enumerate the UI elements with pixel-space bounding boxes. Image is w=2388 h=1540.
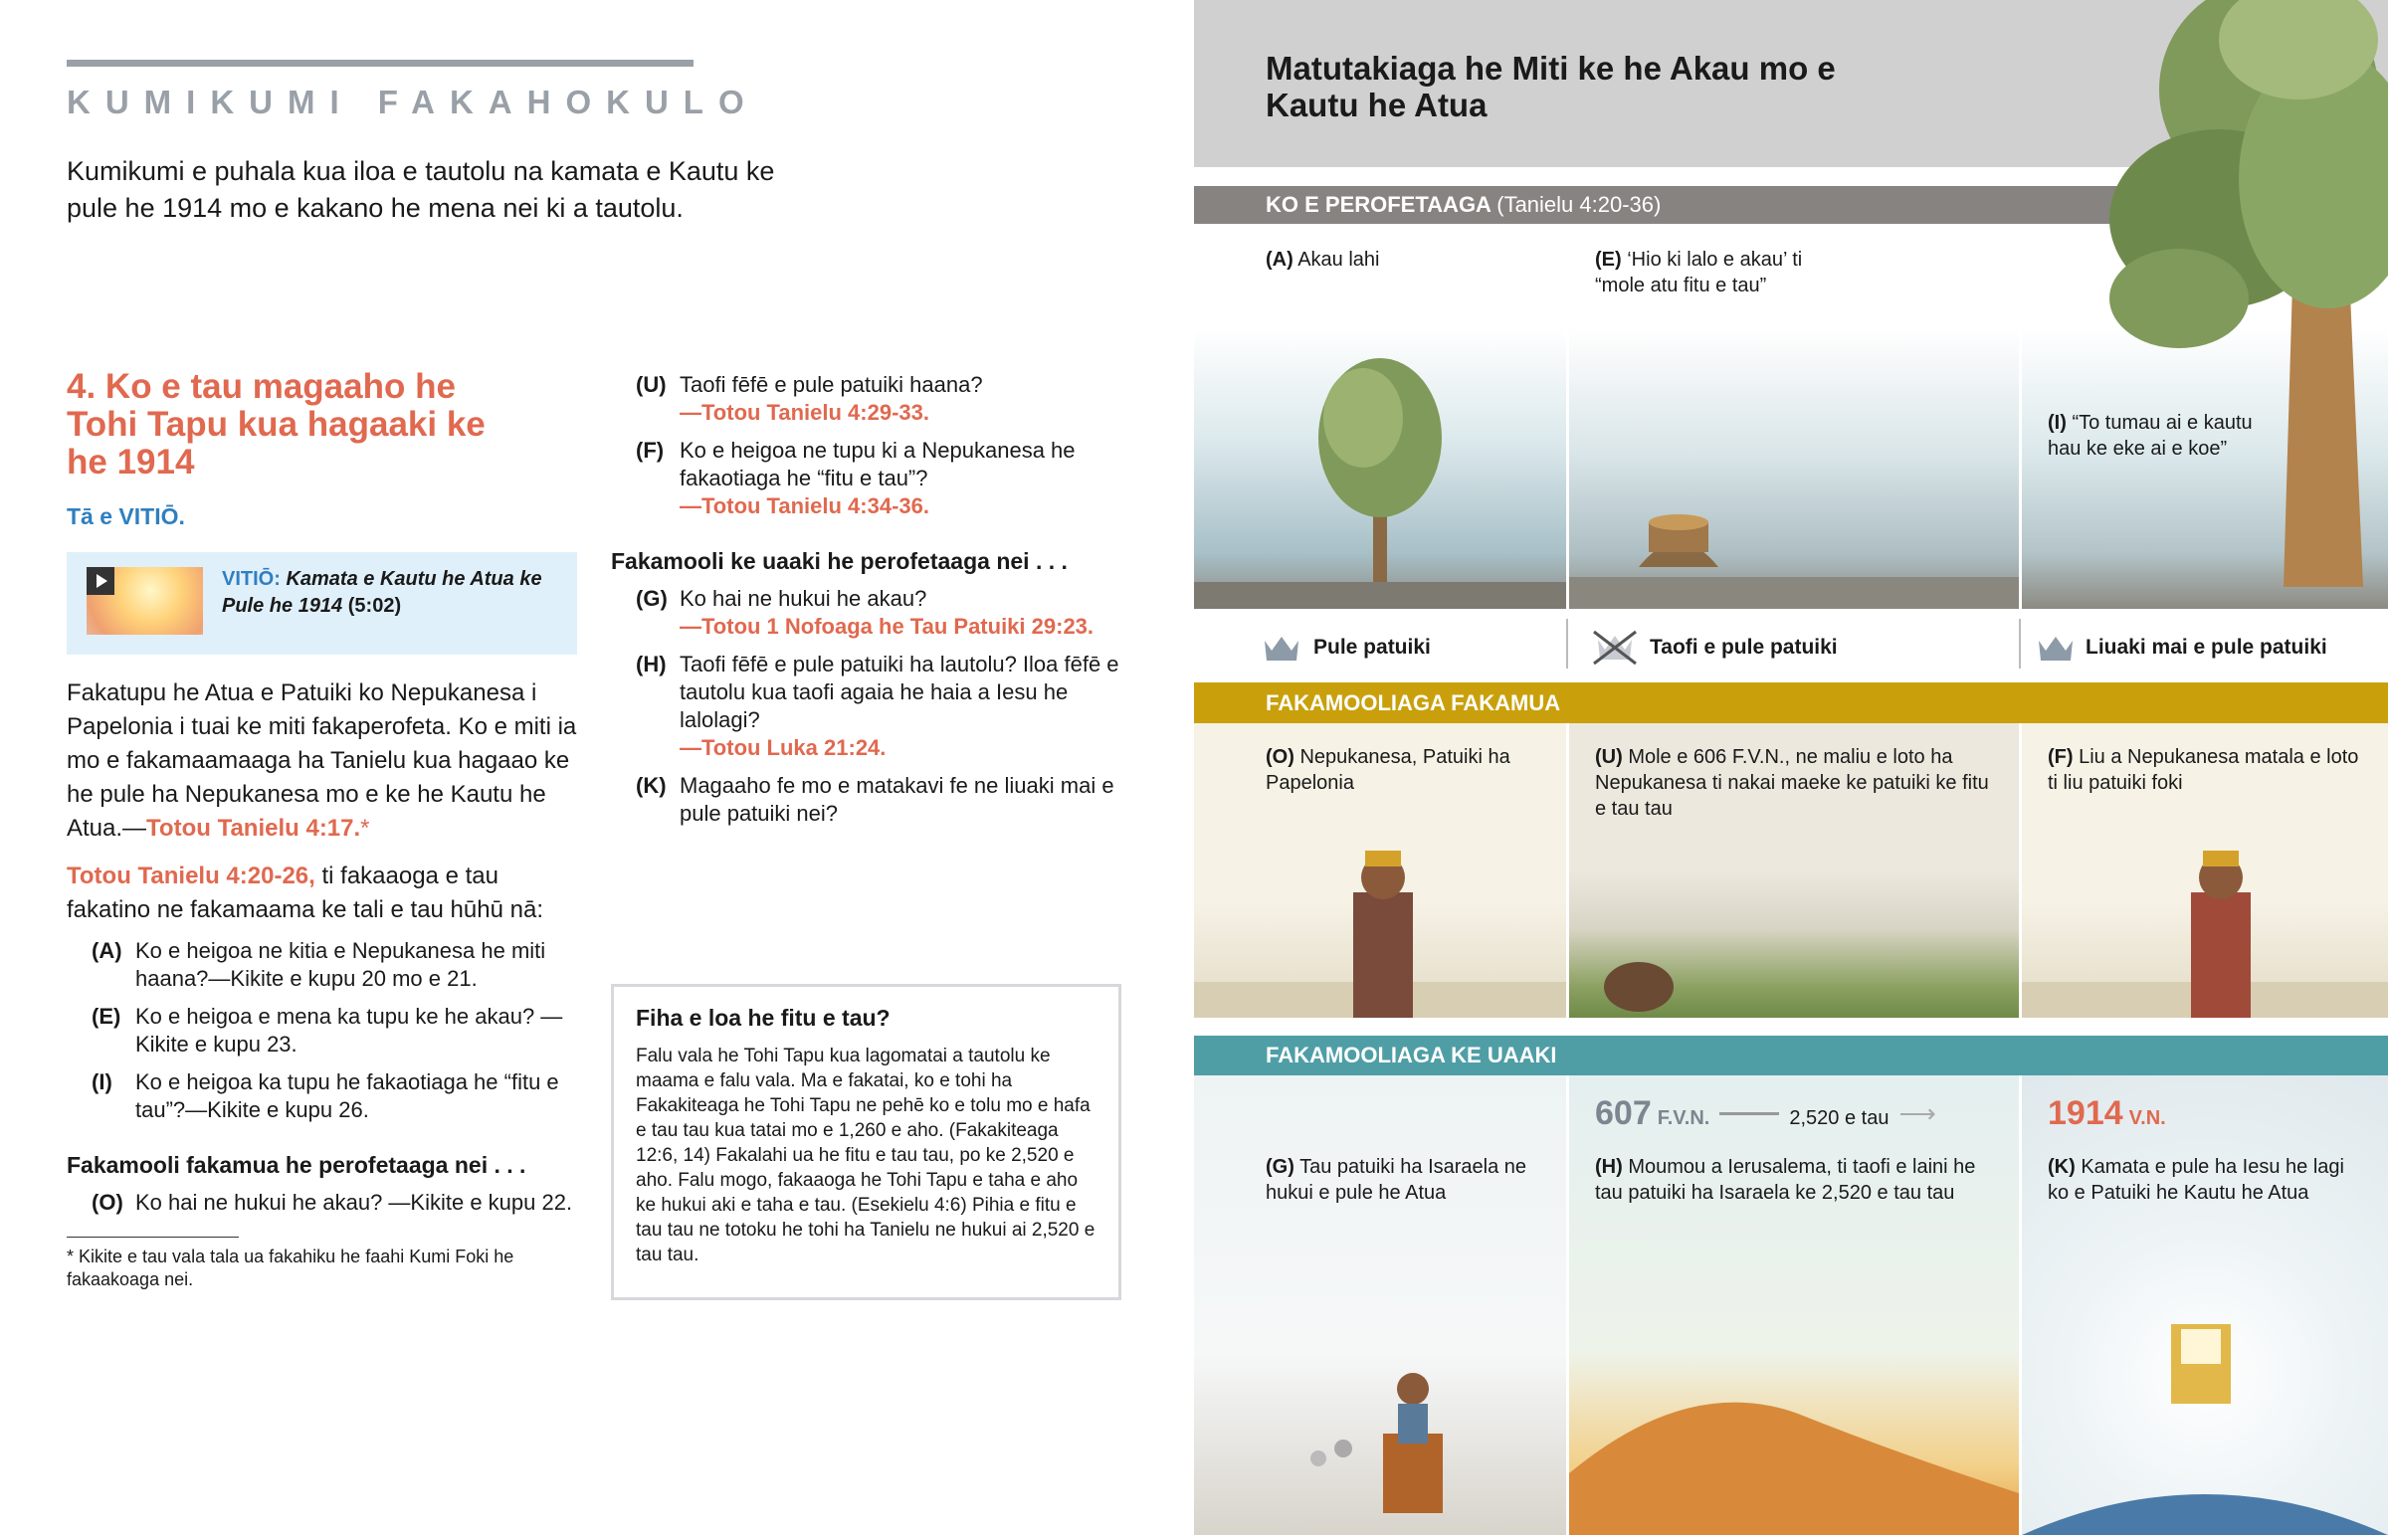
rule-label: Pule patuiki xyxy=(1313,636,1431,659)
caption-label: (A) xyxy=(1266,249,1294,271)
band-second-fulfillment: FAKAMOOLIAGA KE UAAKI xyxy=(1194,1036,2388,1075)
caption-text: Kamata e pule ha Iesu he lagi ko e Patuiki he Kautu he Atua xyxy=(2048,1156,2344,1204)
prophecy-caption-a xyxy=(1266,247,1380,273)
caption-label: (U) xyxy=(1595,746,1623,768)
king-on-throne-icon xyxy=(1194,1075,1566,1535)
illustration-kings-of-israel xyxy=(1194,1075,1566,1535)
box-title: Fiha e loa he fitu e tau? xyxy=(636,1005,891,1031)
subheading-first-fulfillment: Fakamooli fakamua he perofetaaga nei . . . xyxy=(67,1152,526,1178)
paragraph-text: Fakatupu he Atua e Patuiki ko Nepukanesa i Papelonia i tuai ke miti fakaperofeta. Ko e miti ia mo e fakamaamaaga ha Tanielu kua hagaao ke he pule ha Nepukanesa mo e ke he Kautu he Atua.— xyxy=(67,679,577,842)
timeline-line xyxy=(1719,1112,1779,1115)
footnote-marker[interactable]: * xyxy=(360,815,370,842)
left-column xyxy=(67,368,579,1291)
stump-icon xyxy=(1569,328,2019,609)
question-text: Magaaho fe mo e matakavi fe ne liuaki mai e pule patuiki nei? xyxy=(680,773,1114,826)
question-label: (H) xyxy=(636,652,667,676)
scripture-link[interactable]: —Totou Luka 21:24. xyxy=(680,735,887,760)
crown-icon xyxy=(2036,633,2076,663)
question-label: (U) xyxy=(636,372,667,397)
question-text: Taofi fēfē e pule patuiki haana? xyxy=(680,372,983,397)
question-k xyxy=(636,772,1128,828)
first-caption-o xyxy=(1266,744,1544,796)
question-a xyxy=(92,937,579,993)
second-caption-k xyxy=(2048,1154,2366,1206)
question-h xyxy=(636,651,1128,762)
throne-globe-icon xyxy=(2022,1075,2388,1535)
video-title[interactable]: Kamata e Kautu he Atua ke Pule he 1914 xyxy=(222,568,542,617)
divider xyxy=(1566,619,1568,669)
question-g xyxy=(636,585,1128,641)
scripture-link[interactable]: —Totou Tanielu 4:29-33. xyxy=(680,400,929,425)
question-text: Ko e heigoa ka tupu he fakaotiaga he “fitu e tau”?—Kikite e kupu 26. xyxy=(135,1069,559,1122)
timeline-span: 2,520 e tau xyxy=(1789,1107,1890,1129)
illustration-great-tree xyxy=(1194,328,1566,609)
question-text: Ko e heigoa e mena ka tupu ke he akau? —Kikite e kupu 23. xyxy=(135,1004,563,1057)
prophecy-caption-i xyxy=(2048,410,2267,462)
timeline-end-year: 1914 xyxy=(2048,1094,2123,1132)
question-label: (I) xyxy=(92,1069,112,1094)
arrow-right-icon: ⟶ xyxy=(1898,1098,1936,1128)
illustration-stump xyxy=(1569,328,2019,609)
question-label: (E) xyxy=(92,1004,121,1029)
paragraph-1 xyxy=(67,676,579,846)
question-text: Ko hai ne hukui he akau? xyxy=(680,586,927,611)
question-text: Ko e heigoa ne kitia e Nepukanesa he miti haana?—Kikite e kupu 20 mo e 21. xyxy=(135,938,546,991)
scripture-link[interactable]: —Totou 1 Nofoaga he Tau Patuiki 29:23. xyxy=(680,614,1094,639)
large-tree-icon xyxy=(2099,0,2388,597)
video-duration: (5:02) xyxy=(347,595,402,617)
tree-icon xyxy=(1194,328,1566,609)
timeline xyxy=(1595,1094,1936,1133)
rule-status-1 xyxy=(1262,617,1431,678)
question-u xyxy=(636,371,1128,427)
caption-label: (I) xyxy=(2048,412,2067,434)
question-i xyxy=(92,1068,579,1124)
caption-label: (E) xyxy=(1595,249,1622,271)
illustration-jerusalem-destroyed xyxy=(1569,1075,2019,1535)
question-text: Ko hai ne hukui he akau? —Kikite e kupu 22. xyxy=(135,1190,573,1215)
scripture-link[interactable]: Totou Tanielu 4:20-26, xyxy=(67,863,315,889)
paragraph-text: ti fakaaoga e tau fakatino ne fakamaama ke tali e tau hūhū nā: xyxy=(67,863,543,923)
question-label: (F) xyxy=(636,438,665,463)
middle-column xyxy=(611,371,1128,828)
question-label: (G) xyxy=(636,586,668,611)
video-thumbnail[interactable] xyxy=(87,567,203,635)
box-text: Falu vala he Tohi Tapu kua lagomatai a tautolu ke maama e falu vala. Ma e fakatai, ko e tohi ha Fakakiteaga he Tohi Tapu ne pehē ko e tolu mo e hafa e tau tau kua tatai mo e 1,260 e aho. (Fakakiteaga 12:6, 14) Fakalahi ua he fitu e tau tau, po ke 2,520 e aho. Falu mogo, fakaaoga he Tohi Tapu e taha e aho ke hukui aki e taha e tau. (Esekielu 4:6) Pihia e fitu e tau tau ne totoku he tohi ha Tanielu ne hukui ai 2,520 e tau tau. xyxy=(636,1046,1095,1265)
timeline-end-era: V.N. xyxy=(2128,1107,2166,1129)
caption-label: (G) xyxy=(1266,1156,1294,1178)
caption-label: (H) xyxy=(1595,1156,1623,1178)
intro-text: Kumikumi e puhala kua iloa e tautolu na kamata e Kautu ke pule he 1914 mo e kakano he mena nei ki a tautolu. xyxy=(67,156,775,223)
divider xyxy=(1566,1075,1569,1535)
crossed-crown-icon xyxy=(1590,630,1640,666)
divider xyxy=(2019,619,2021,669)
band-first-fulfillment: FAKAMOOLIAGA FAKAMUA xyxy=(1194,682,2388,723)
timeline-start-year: 607 xyxy=(1595,1094,1652,1132)
caption-text: Nepukanesa, Patuiki ha Papelonia xyxy=(1266,746,1510,794)
footnote-divider xyxy=(67,1237,239,1238)
caption-text: Moumou a Ierusalema, ti taofi e laini he tau patuiki ha Isaraela ke 2,520 e tau tau xyxy=(1595,1156,1976,1204)
caption-label: (K) xyxy=(2048,1156,2076,1178)
divider xyxy=(2019,1075,2022,1535)
scripture-link[interactable]: Totou Tanielu 4:17. xyxy=(146,815,361,842)
illustration-heavenly-throne xyxy=(2022,1075,2388,1535)
first-caption-u xyxy=(1595,744,2003,822)
watch-video-link[interactable]: Tā e VITIŌ. xyxy=(67,503,185,529)
video-card[interactable] xyxy=(67,552,577,655)
section-kicker: KUMIKUMI FAKAHOKULO xyxy=(67,84,759,120)
second-caption-h xyxy=(1595,1154,2003,1206)
rule-status-3 xyxy=(2036,617,2327,678)
question-text: Ko e heigoa ne tupu ki a Nepukanesa he fakaotiaga he “fitu e tau”? xyxy=(680,438,1076,490)
band-label: KO E PEROFETAAGA xyxy=(1266,192,1492,217)
question-text: Taofi fēfē e pule patuiki ha lautolu? Iloa fēfē e tautolu kua taofi agaia he haia a Iesu he lalolagi? xyxy=(680,652,1119,732)
caption-label: (O) xyxy=(1266,746,1294,768)
rule-label: Taofi e pule patuiki xyxy=(1650,636,1838,659)
question-label: (O) xyxy=(92,1190,123,1215)
caption-text: Mole e 606 F.V.N., ne maliu e loto ha Nepukanesa ti nakai maeke ke patuiki ke fitu e tau tau xyxy=(1595,746,1989,820)
scripture-link[interactable]: —Totou Tanielu 4:34-36. xyxy=(680,493,929,518)
burning-city-icon xyxy=(1569,1075,2019,1535)
scripture-ref: (Tanielu 4:20-36) xyxy=(1496,192,1662,217)
caption-label: (F) xyxy=(2048,746,2074,768)
caption-text: ‘Hio ki lalo e akau’ ti “mole atu fitu e tau” xyxy=(1595,249,1803,296)
chart-title: Matutakiaga he Miti ke he Akau mo e Kautu he Atua xyxy=(1266,50,1836,123)
question-f xyxy=(636,437,1128,520)
caption-text: Akau lahi xyxy=(1297,249,1380,271)
sidebar-box xyxy=(611,984,1121,1300)
divider xyxy=(1566,723,1569,1018)
second-caption-g xyxy=(1266,1154,1544,1206)
section-rule xyxy=(67,60,694,67)
question-o xyxy=(92,1189,579,1217)
question-label: (A) xyxy=(92,938,122,963)
footnote: * Kikite e tau vala tala ua fakahiku he faahi Kumi Foki he fakaakoaga nei. xyxy=(67,1247,514,1289)
divider xyxy=(2019,723,2022,1018)
play-icon[interactable] xyxy=(87,567,114,595)
caption-text: Tau patuiki ha Isaraela ne hukui e pule he Atua xyxy=(1266,1156,1527,1204)
rule-status-2 xyxy=(1590,617,1838,678)
first-caption-f xyxy=(2048,744,2366,796)
timeline-start-era: F.V.N. xyxy=(1657,1107,1710,1129)
subheading-second-fulfillment: Fakamooli ke uaaki he perofetaaga nei . . . xyxy=(611,548,1068,574)
question-e xyxy=(92,1003,579,1059)
lesson-heading: 4. Ko e tau magaaho he Tohi Tapu kua hagaaki ke he 1914 xyxy=(67,367,486,481)
caption-text: “To tumau ai e kautu hau ke eke ai e koe” xyxy=(2048,412,2253,460)
prophecy-caption-e xyxy=(1595,247,1854,298)
caption-text: Liu a Nepukanesa matala e loto ti liu patuiki foki xyxy=(2048,746,2359,794)
video-label: VITIŌ: xyxy=(222,568,281,590)
paragraph-2 xyxy=(67,860,579,927)
timeline-end xyxy=(2048,1094,2166,1133)
crown-icon xyxy=(1262,633,1301,663)
question-label: (K) xyxy=(636,773,667,798)
rule-label: Liuaki mai e pule patuiki xyxy=(2086,636,2327,659)
